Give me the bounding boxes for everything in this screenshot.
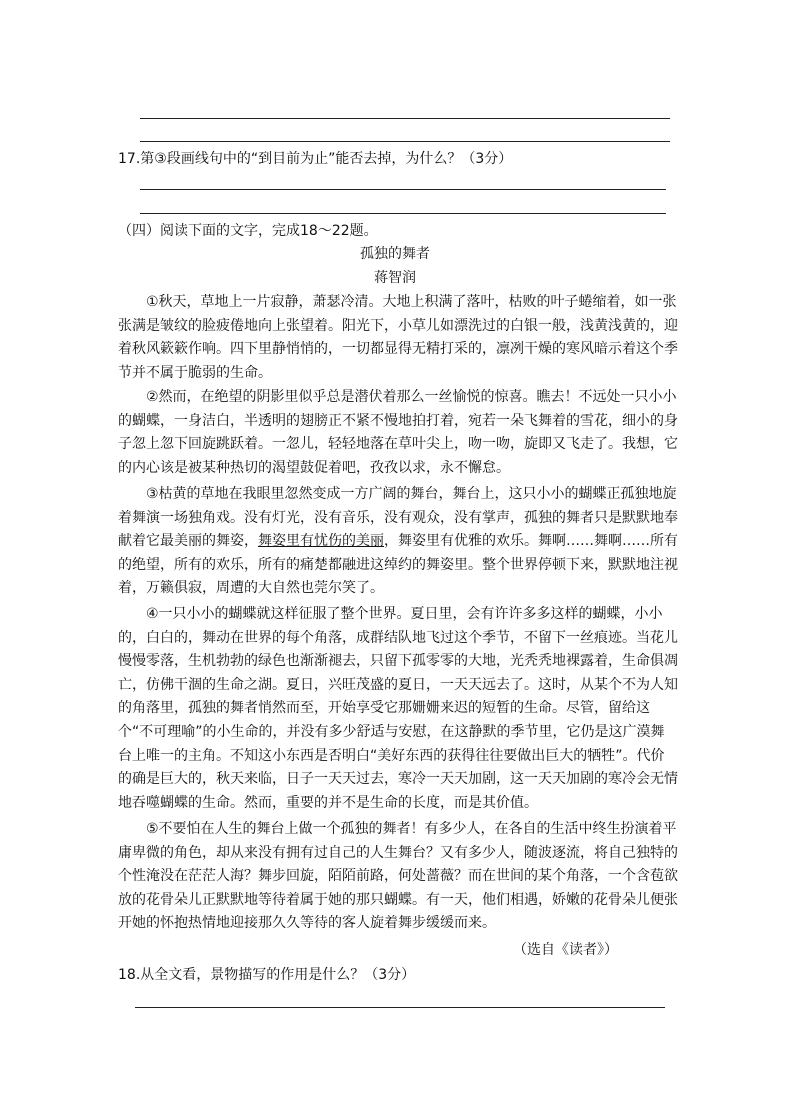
paragraph-1-text: ①秋天，草地上一片寂静，萧瑟冷清。大地上积满了落叶，枯败的叶子蜷缩着，如一张张满是皱纹的脸疲倦地向上张望着。阳光下，小草儿如漂洗过的白银一般，浅黄浅黄的，迎着秋风簌簌作响。四下里静悄悄的，一切都显得无精打采的，凛冽干燥的寒风暗示着这个季节并不属于脆弱的生命。 [118,294,678,381]
paragraph-5-text: ⑤不要怕在人生的舞台上做一个孤独的舞者！有多少人，在各自的生活中终生扮演着平庸卑微的角色，却从来没有拥有过自己的人生舞台？又有多少人，随波逐流，将自己独特的个性淹没在茫茫人海？舞步回旋，陌陌前路，何处蔷薇？而在世间的某个角落，一个含苞欲放的花骨朵儿正默默地等待着属于她的那只蝴蝶。有一天，他们相遇，娇嫩的花骨朵儿便张开她的怀抱热情地迎接那久久等待的客人旋着舞步缓缓而来。 [118,821,678,932]
answer-line [140,118,670,119]
paragraph-5 [118,818,678,936]
question-18: 18.从全文看，景物描写的作用是什么？（3分） [118,967,416,983]
underlined-sentence: 舞姿里有忧伤的美丽 [258,533,384,550]
paragraph-1 [118,291,678,385]
article-title: 孤独的舞者 [360,246,430,262]
section-intro: （四）阅读下面的文字，完成18～22题。 [118,223,378,239]
paragraph-3-part-b: ，舞姿里有优雅的欢乐。舞啊……舞啊……所有的绝望，所有的欢乐，所有的痛楚都融进这绰约的舞姿里。整个世界停顿下来，默默地注视着，万籁俱寂，周遭的大自然也莞尔笑了。 [118,533,678,597]
paragraph-4-text: ④一只小小的蝴蝶就这样征服了整个世界。夏日里，会有许许多多这样的蝴蝶，小小的，白白的，舞动在世界的每个角落，成群结队地飞过这个季节，不留下一丝痕迹。当花儿慢慢零落，生机勃勃的绿色也渐渐褪去，只留下孤零零的大地，光秃秃地裸露着，生命俱凋亡，仿佛干涸的生命之湖。夏日，兴旺茂盛的夏日，一天天远去了。这时，从某个不为人知的角落里，孤独的舞者悄然而至，开始享受它那姗姗来迟的短暂的生命。尽管，留给这个“不可理喻”的小生命的，并没有多少舒适与安慰，在这静默的季节里，它仍是这广漠舞台上唯一的主角。不知这小东西是否明白“美好东西的获得往往要做出巨大的牺牲”。代价的确是巨大的，秋天来临，日子一天天过去，寒冷一天天加剧，这一天天加剧的寒冷会无情地吞噬蝴蝶的生命。然而，重要的并不是生命的长度，而是其价值。 [118,606,678,811]
answer-line [140,189,666,190]
paragraph-3-part-a: ③枯黄的草地在我眼里忽然变成一方广阔的舞台，舞台上，这只小小的蝴蝶正孤独地旋着舞演一场独角戏。没有灯光，没有音乐，没有观众，没有掌声，孤独的舞者只是默默地奉献着它最美丽的舞姿， [118,486,678,550]
paragraph-3 [118,483,678,601]
answer-line [135,1007,665,1008]
paragraph-3-text [118,483,678,601]
answer-line [140,141,670,142]
paragraph-2 [118,386,678,480]
question-17: 17.第③段画线句中的“到目前为止”能否去掉，为什么？（3分） [118,151,513,167]
article-author: 蒋智润 [374,270,416,286]
paragraph-2-text: ②然而，在绝望的阴影里似乎总是潜伏着那么一丝愉悦的惊喜。瞧去！不远处一只小小的蝴蝶，一身洁白，半透明的翅膀正不紧不慢地拍打着，宛若一朵飞舞着的雪花，细小的身子忽上忽下回旋跳跃着。一忽儿，轻轻地落在草叶尖上，吻一吻，旋即又飞走了。我想，它的内心该是被某种热切的渴望鼓促着吧，孜孜以求，永不懈怠。 [118,389,678,476]
article-source: （选自《读者》） [513,942,618,958]
paragraph-4 [118,603,678,815]
answer-line [140,213,666,214]
